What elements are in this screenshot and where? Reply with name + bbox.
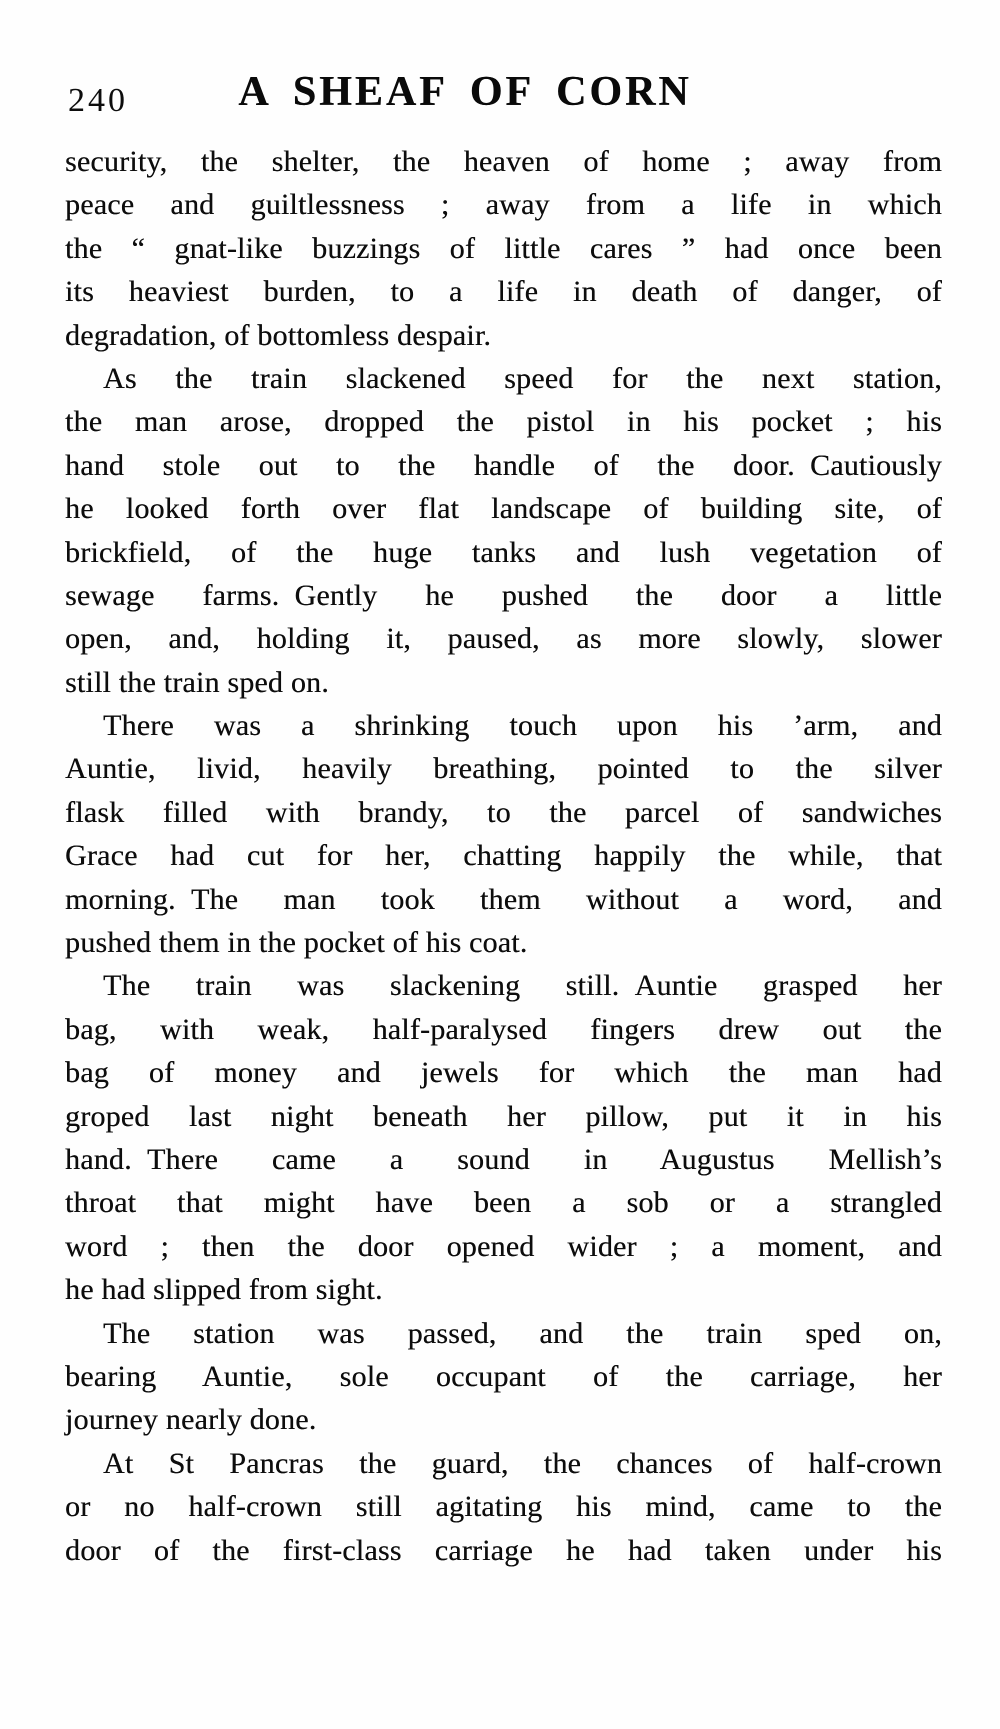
text-line: journey nearly done. xyxy=(65,1403,317,1437)
text-line: The train was slackening still. Auntie grasped her xyxy=(103,969,942,1003)
text-line: sewage farms. Gently he pushed the door a little xyxy=(65,578,942,612)
text-line: The station was passed, and the train sped on, xyxy=(103,1316,942,1350)
text-line: pushed them in the pocket of his coat. xyxy=(65,926,528,960)
text-line: flask filled with brandy, to the parcel of sandwiches xyxy=(65,795,942,829)
text-line: the “ gnat-like buzzings of little cares ” had once been xyxy=(65,231,942,265)
text-line: Grace had cut for her, chatting happily the while, that xyxy=(65,839,942,873)
text-line: door of the first-class carriage he had taken under his xyxy=(65,1533,942,1567)
text-line: bag, with weak, half-paralysed fingers drew out the xyxy=(65,1012,942,1046)
body-text xyxy=(65,140,942,1572)
text-line: throat that might have been a sob or a strangled xyxy=(65,1186,942,1220)
text-line: the man arose, dropped the pistol in his pocket ; his xyxy=(65,405,942,439)
text-line: degradation, of bottomless despair. xyxy=(65,318,492,352)
text-line: hand stole out to the handle of the door. Cautiously xyxy=(65,448,942,482)
text-line: groped last night beneath her pillow, put it in his xyxy=(65,1099,942,1133)
text-line: At St Pancras the guard, the chances of half-crown xyxy=(103,1446,942,1480)
text-line: Auntie, livid, heavily breathing, pointed to the silver xyxy=(65,752,942,786)
text-line: open, and, holding it, paused, as more slowly, slower xyxy=(65,622,942,656)
text-line: or no half-crown still agitating his mind, came to the xyxy=(65,1490,942,1524)
text-line: morning. The man took them without a word, and xyxy=(65,882,942,916)
text-line: peace and guiltlessness ; away from a life in which xyxy=(65,188,942,222)
text-line: bearing Auntie, sole occupant of the carriage, her xyxy=(65,1359,942,1393)
page-header xyxy=(65,68,865,120)
text-line: he had slipped from sight. xyxy=(65,1273,383,1307)
text-line: hand. There came a sound in Augustus Mellish’s xyxy=(65,1142,942,1176)
text-line: security, the shelter, the heaven of home ; away from xyxy=(65,145,942,178)
text-line: bag of money and jewels for which the man had xyxy=(65,1056,942,1090)
text-line: he looked forth over flat landscape of building site, of xyxy=(65,492,942,526)
running-title: A SHEAF OF CORN xyxy=(238,69,692,115)
page-number: 240 xyxy=(68,82,128,119)
text-line: word ; then the door opened wider ; a moment, and xyxy=(65,1229,942,1263)
text-line: its heaviest burden, to a life in death of danger, of xyxy=(65,275,942,309)
text-line: still the train sped on. xyxy=(65,665,329,699)
text-line: brickfield, of the huge tanks and lush vegetation of xyxy=(65,535,942,569)
text-line: There was a shrinking touch upon his ’arm, and xyxy=(103,709,942,743)
text-line: As the train slackened speed for the next station, xyxy=(103,361,942,395)
